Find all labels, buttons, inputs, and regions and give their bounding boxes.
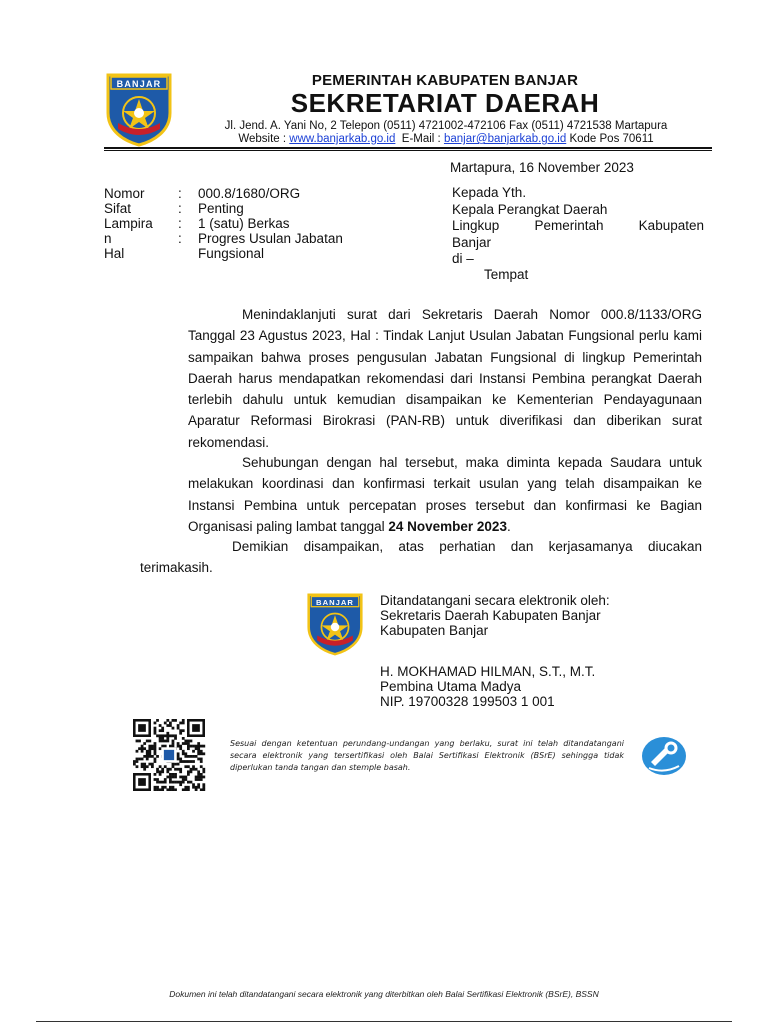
- body-paragraph-2: Sehubungan dengan hal tersebut, maka diminta kepada Saudara untuk melakukan koordinasi dan konfirmasi terkait usulan yang telah disampaikan ke Instansi Pembina untuk percepatan proses tersebut dan konfirmasi ke Bagian Organisasi paling lambat tanggal 24 November 2023.: [188, 455, 702, 534]
- signature-logo: [307, 593, 363, 661]
- bsre-logo-icon: [641, 736, 687, 781]
- footer-rule: [36, 1021, 732, 1022]
- header-rule-thin: [104, 150, 712, 151]
- meta-value: 1 (satu) Berkas: [198, 216, 290, 231]
- recipient-line: di –: [452, 251, 474, 266]
- recipient-line: Kepala Perangkat Daerah: [452, 201, 608, 217]
- signature-block: [380, 593, 610, 638]
- website-label: Website :: [238, 133, 290, 145]
- postcode: Kode Pos 70611: [566, 133, 654, 145]
- header-contact: [186, 133, 706, 145]
- header-address: Jl. Jend. A. Yani No, 2 Telepon (0511) 4721002-472106 Fax (0511) 4721538 Martapura: [224, 120, 668, 132]
- letter-date: Martapura, 16 November 2023: [450, 160, 634, 175]
- qr-code: [127, 719, 211, 796]
- header-government: PEMERINTAH KABUPATEN BANJAR: [311, 72, 579, 89]
- esign-footnote: Sesuai dengan ketentuan perundang-undangan yang berlaku, surat ini telah ditandatangani secara elektronik yang tersertifikasi oleh Balai Sertifikasi Elektronik (BSrE) sehingga tidak diperlukan tanda tangan dan stemple basah.: [230, 739, 624, 772]
- signer-identity: [380, 664, 595, 709]
- body-paragraph-3: Demikian disampaikan, atas perhatian dan kerjasamanya diucakan terimakasih.: [140, 539, 702, 576]
- meta-label: n: [104, 231, 112, 246]
- para2-text: Sehubungan dengan hal tersebut, maka diminta kepada Saudara untuk melakukan koordinasi dan konfirmasi terkait usulan yang telah disampaikan ke Instansi Pembina untuk percepatan proses tersebut dan konfirmasi ke Bagian Organisasi paling lambat tanggal: [188, 455, 702, 534]
- recipient-line: Kepada Yth.: [452, 185, 527, 200]
- signer-region: Kabupaten Banjar: [380, 623, 489, 638]
- recipient-line: Banjar: [452, 234, 492, 250]
- signer-position: Sekretaris Daerah Kabupaten Banjar: [380, 608, 601, 623]
- signer-name: H. MOKHAMAD HILMAN, S.T., M.T.: [380, 664, 596, 679]
- meta-value: Fungsional: [198, 246, 265, 261]
- meta-colon: :: [178, 216, 182, 231]
- meta-value: Progres Usulan Jabatan: [198, 231, 343, 246]
- meta-row-hal-cont: [104, 246, 343, 261]
- meta-value: 000.8/1680/ORG: [198, 186, 301, 201]
- signature-logo-text: BANJAR: [316, 597, 354, 607]
- email-label: E-Mail :: [395, 133, 444, 145]
- logo-text: BANJAR: [116, 79, 162, 89]
- meta-label: Sifat: [104, 201, 132, 216]
- meta-row-lampiran: [104, 216, 343, 231]
- meta-colon: :: [178, 231, 182, 246]
- recipient-line: Lingkup Pemerintah Kabupaten: [452, 218, 704, 233]
- letter-meta: [104, 186, 343, 261]
- meta-row-hal: [104, 231, 343, 246]
- website-link[interactable]: www.banjarkab.go.id: [289, 133, 396, 145]
- meta-colon: :: [178, 186, 182, 201]
- meta-row-nomor: [104, 186, 343, 201]
- recipient-line: Tempat: [484, 266, 529, 282]
- signed-by-label: Ditandatangani secara elektronik oleh:: [380, 593, 610, 608]
- meta-colon: :: [178, 201, 182, 216]
- meta-label: Hal: [104, 246, 125, 261]
- bottom-note: Dokumen ini telah ditandatangani secara elektronik yang diterbitkan oleh Balai Sertifikasi Elektronik (BSrE), BSSN: [169, 989, 599, 999]
- header-office: SEKRETARIAT DAERAH: [290, 88, 600, 118]
- meta-value: Penting: [198, 201, 244, 216]
- email-link[interactable]: banjar@banjarkab.go.id: [443, 133, 567, 145]
- meta-label: Lampira: [104, 216, 153, 231]
- signer-rank: Pembina Utama Madya: [380, 679, 522, 694]
- signer-nip: NIP. 19700328 199503 1 001: [380, 694, 555, 709]
- header-rule-thick: [104, 147, 712, 149]
- meta-label: Nomor: [104, 186, 145, 201]
- meta-row-sifat: [104, 201, 343, 216]
- body-paragraph-1: Menindaklanjuti surat dari Sekretaris Daerah Nomor 000.8/1133/ORG Tanggal 23 Agustus 2023, Hal : Tindak Lanjut Usulan Jabatan Fungsional perlu kami sampaikan bahwa proses pengusulan Jabatan Fungsional di lingkup Pemerintah Daerah harus mendapatkan rekomendasi dari Instansi Pembina perangkat Daerah terlebih dahulu untuk kemudian disampaikan ke Kementerian Pendayagunaan Aparatur Reformasi Birokrasi (PAN-RB) untuk diverifikasi dan diberikan surat rekomendasi.: [188, 307, 702, 450]
- banjar-logo: [106, 73, 172, 152]
- deadline-date: 24 November 2023: [388, 518, 507, 534]
- recipient-block: [452, 185, 704, 283]
